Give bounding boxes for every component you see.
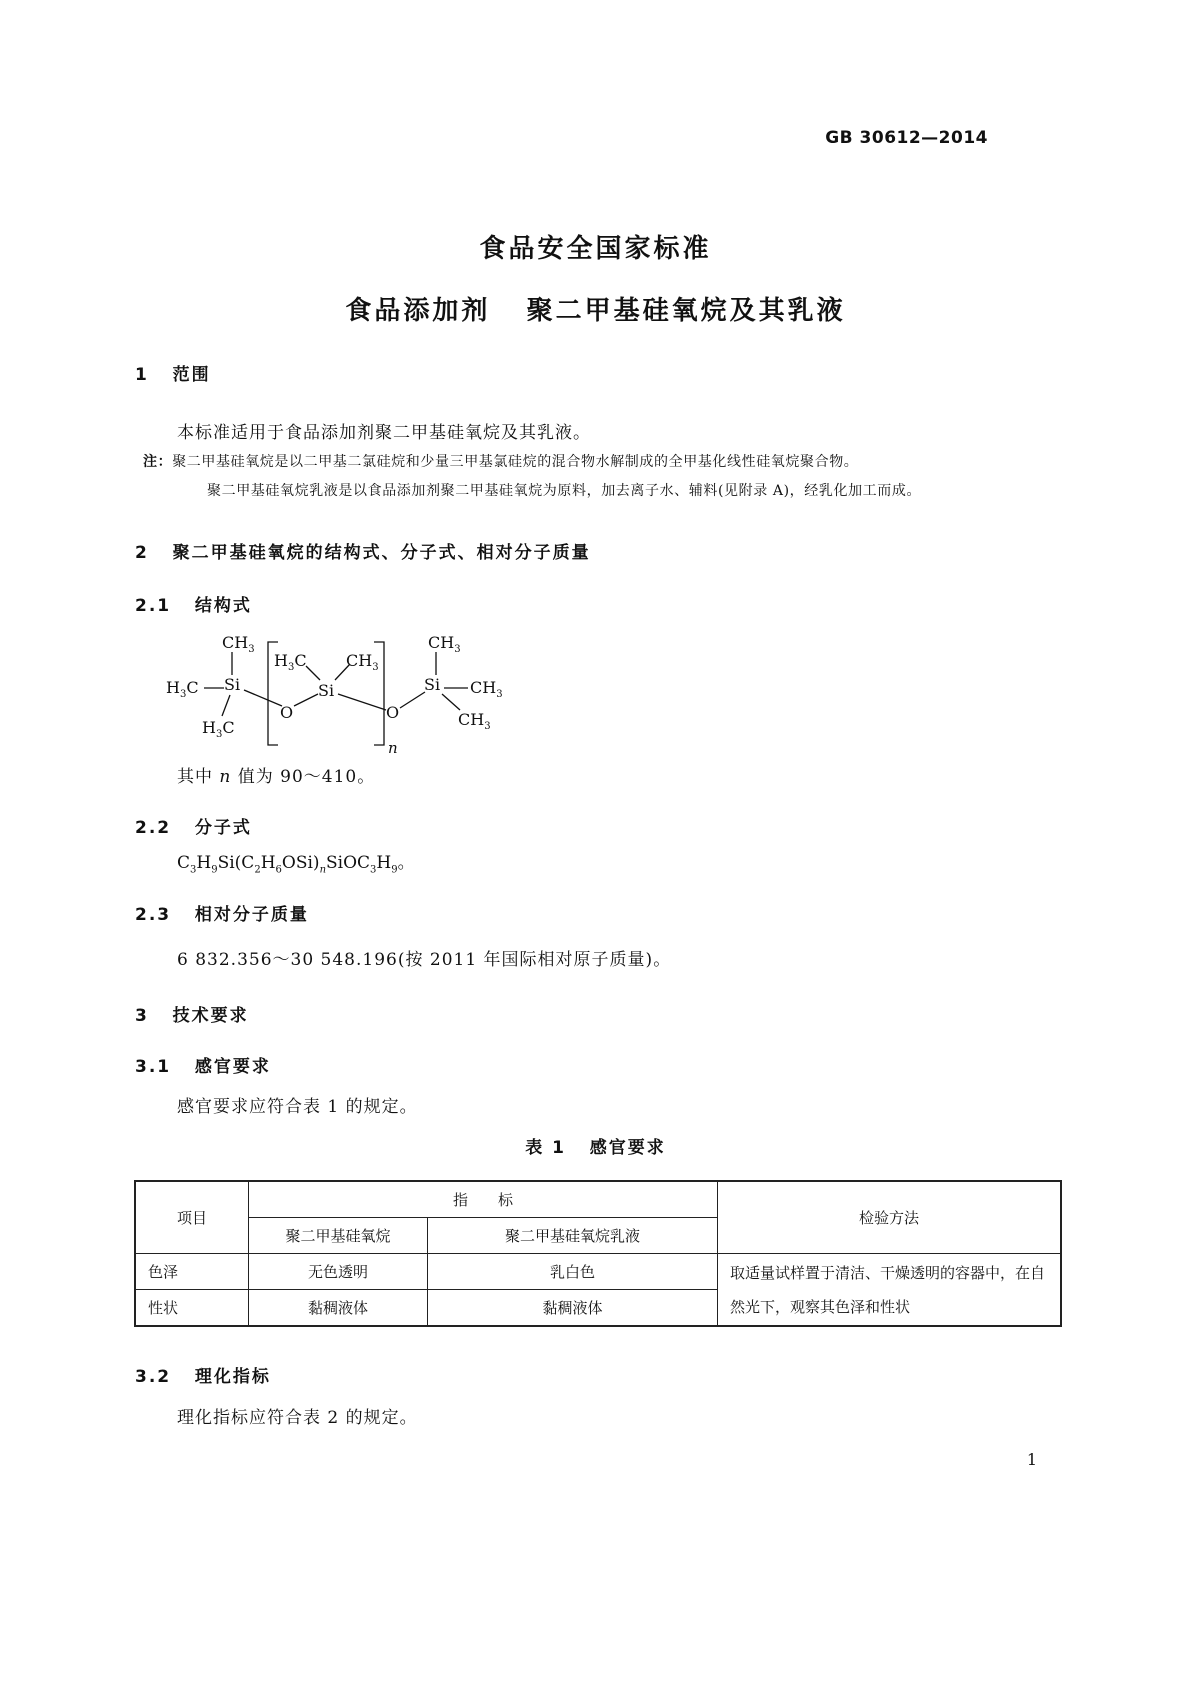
subheader-emulsion: 聚二甲基硅氧烷乳液 bbox=[428, 1218, 718, 1254]
ch3-top-right: $CH_3$ bbox=[428, 633, 461, 655]
ch3-bottom-right: $CH_3$ bbox=[458, 710, 491, 732]
row-value-emulsion: 乳白色 bbox=[428, 1254, 718, 1290]
row-value-pdms: 黏稠液体 bbox=[249, 1290, 428, 1327]
header-item: 项目 bbox=[135, 1181, 249, 1254]
table-header-row bbox=[135, 1181, 1061, 1218]
section-2-1-heading: 2.1 结构式 bbox=[135, 596, 252, 616]
section-2-3-heading: 2.3 相对分子质量 bbox=[135, 905, 309, 925]
section-3-1-heading: 3.1 感官要求 bbox=[135, 1057, 271, 1077]
section-2-2-heading: 2.2 分子式 bbox=[135, 818, 252, 838]
header-method: 检验方法 bbox=[718, 1181, 1062, 1254]
header-index: 指 标 bbox=[249, 1181, 718, 1218]
note-label: 注： bbox=[143, 454, 173, 470]
standard-number: GB 30612—2014 bbox=[825, 128, 988, 148]
section-1-note bbox=[143, 451, 858, 471]
section-1-text: 本标准适用于食品添加剂聚二甲基硅氧烷及其乳液。 bbox=[177, 423, 591, 443]
h3c-bottom-left: $H_3C$ bbox=[202, 718, 235, 740]
note-line-2: 聚二甲基硅氧烷乳液是以食品添加剂聚二甲基硅氧烷为原料，加去离子水、辅料(见附录 A)，经乳化加工而成。 bbox=[207, 483, 922, 499]
section-2-3-text: 6 832.356～30 548.196(按 2011 年国际相对原子质量)。 bbox=[177, 950, 672, 970]
note-line-1: 聚二甲基硅氧烷是以二甲基二氯硅烷和少量三甲基氯硅烷的混合物水解制成的全甲基化线性硅氧烷聚合物。 bbox=[172, 454, 859, 470]
h3c-left: $H_3C$ bbox=[166, 678, 199, 700]
section-3-2-text: 理化指标应符合表 2 的规定。 bbox=[177, 1408, 418, 1428]
table-1 bbox=[134, 1180, 1062, 1327]
si-left: Si bbox=[224, 675, 241, 694]
structural-formula bbox=[160, 628, 560, 768]
n-subscript: n bbox=[388, 739, 398, 757]
subheader-pdms: 聚二甲基硅氧烷 bbox=[249, 1218, 428, 1254]
table-row bbox=[135, 1254, 1061, 1290]
section-2-heading: 2 聚二甲基硅氧烷的结构式、分子式、相对分子质量 bbox=[135, 543, 591, 563]
ch3-middle: $CH_3$ bbox=[346, 651, 379, 673]
row-method: 取适量试样置于清洁、干燥透明的容器中，在自然光下，观察其色泽和性状 bbox=[718, 1254, 1062, 1327]
table-1-caption: 表 1 感官要求 bbox=[525, 1138, 666, 1158]
row-item: 性状 bbox=[135, 1290, 249, 1327]
o-right: O bbox=[386, 703, 400, 722]
page-number: 1 bbox=[1026, 1450, 1037, 1469]
section-3-1-text: 感官要求应符合表 1 的规定。 bbox=[177, 1097, 418, 1117]
row-value-emulsion: 黏稠液体 bbox=[428, 1290, 718, 1327]
molecular-formula: $C_3H_9Si(C_2H_6OSi)_nSiOC_3H_9$。 bbox=[177, 853, 415, 876]
section-3-heading: 3 技术要求 bbox=[135, 1006, 249, 1026]
ch3-right: $CH_3$ bbox=[470, 678, 503, 700]
row-item: 色泽 bbox=[135, 1254, 249, 1290]
section-3-2-heading: 3.2 理化指标 bbox=[135, 1367, 271, 1387]
si-right: Si bbox=[424, 675, 441, 694]
si-middle: Si bbox=[318, 681, 335, 700]
n-range-text: 其中 n 值为 90～410。 bbox=[177, 767, 376, 787]
ch3-top-left: $CH_3$ bbox=[222, 633, 255, 655]
document-title: 食品安全国家标准 bbox=[479, 234, 712, 264]
h3c-middle: $H_3C$ bbox=[274, 651, 307, 673]
document-subtitle: 食品添加剂 聚二甲基硅氧烷及其乳液 bbox=[345, 296, 846, 326]
row-value-pdms: 无色透明 bbox=[249, 1254, 428, 1290]
o-left: O bbox=[280, 703, 294, 722]
section-1-heading: 1 范围 bbox=[135, 365, 211, 385]
